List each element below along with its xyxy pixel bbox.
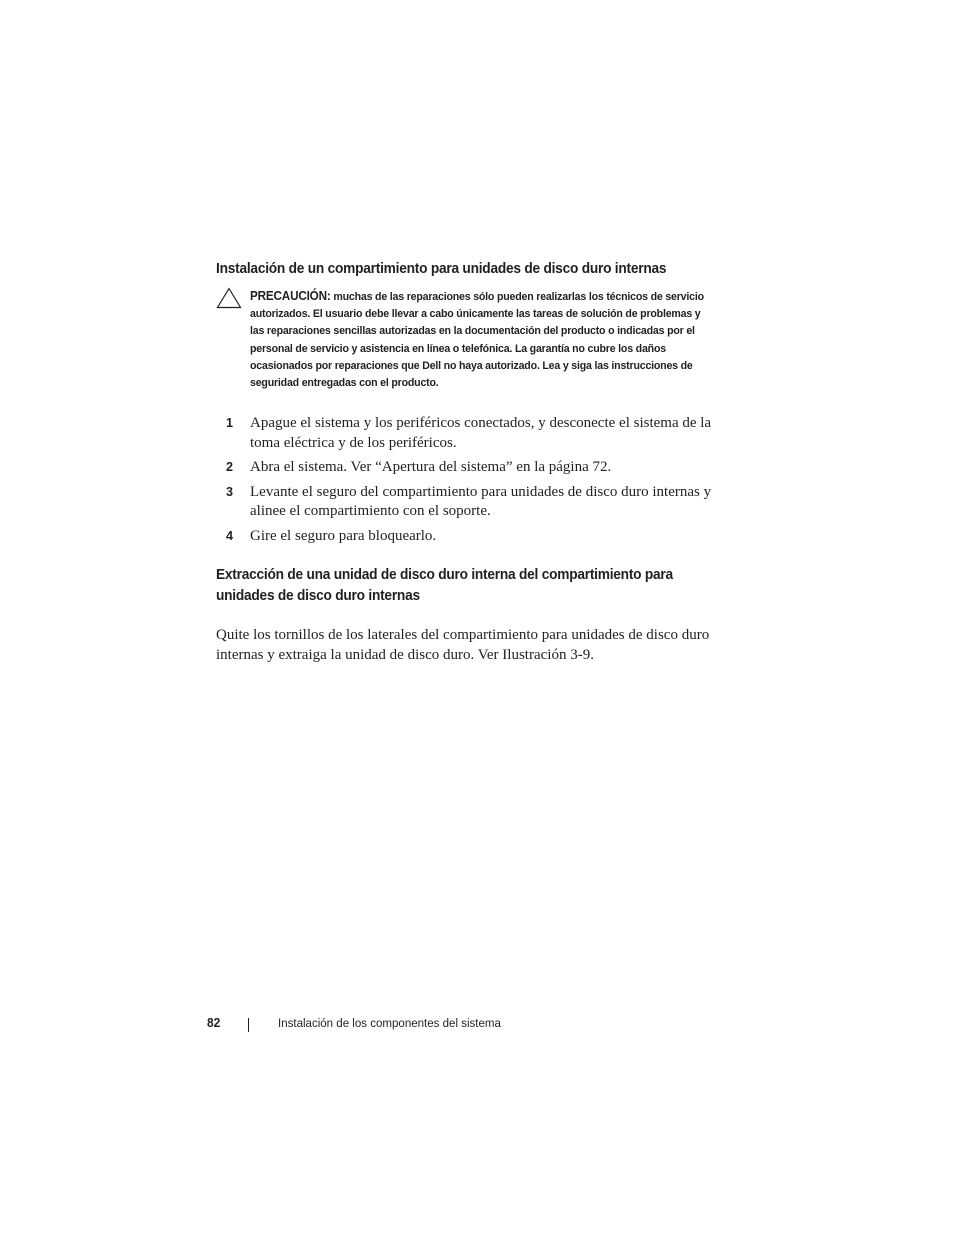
footer-divider [248, 1018, 249, 1032]
section-heading-install-bay: Instalación de un compartimiento para unidades de disco duro internas [216, 261, 667, 277]
step-item [216, 483, 736, 522]
step-text: Abra el sistema. Ver “Apertura del sistema” en la página 72. [250, 459, 612, 476]
body-paragraph: Quite los tornillos de los laterales del compartimiento para unidades de disco duro internas y extraiga la unidad de disco duro. Ver Ilustración 3-9. [216, 627, 710, 663]
step-text: Levante el seguro del compartimiento para unidades de disco duro internas y alinee el compartimiento con el soporte. [250, 483, 712, 520]
step-number: 4 [226, 528, 234, 543]
procedure-steps [216, 414, 736, 552]
caution-triangle-icon [216, 287, 242, 309]
step-number: 1 [226, 416, 234, 430]
step-number: 2 [226, 460, 234, 475]
step-text: Apague el sistema y los periféricos conectados, y desconecte el sistema de la toma eléctrica y de los periféricos. [250, 415, 712, 451]
step-item [216, 458, 736, 478]
caution-text [250, 288, 715, 392]
caution-label: PRECAUCIÓN: [250, 289, 331, 303]
page-number: 82 [207, 1015, 221, 1030]
caution-body: muchas de las reparaciones sólo pueden realizarlas los técnicos de servicio autorizados. El usuario debe llevar a cabo únicamente las tareas de solución de problemas y las reparaciones sencillas autorizadas en la documentación del producto o indicadas por el personal de servicio y asistencia en línea o telefónica. La garantía no cubre los daños ocasionados por reparaciones que Dell no haya autorizado. Lea y siga las instrucciones de seguridad entregadas con el producto. [250, 291, 704, 390]
section-heading-remove-drive: Extracción de una unidad de disco duro interna del compartimiento para unidades de disco duro internas [216, 567, 673, 604]
page-footer [0, 1015, 954, 1035]
step-item [216, 527, 736, 547]
chapter-title: Instalación de los componentes del sistema [278, 1016, 501, 1030]
step-number: 3 [226, 484, 234, 499]
step-text: Gire el seguro para bloquearlo. [250, 527, 437, 544]
step-item [216, 414, 736, 453]
